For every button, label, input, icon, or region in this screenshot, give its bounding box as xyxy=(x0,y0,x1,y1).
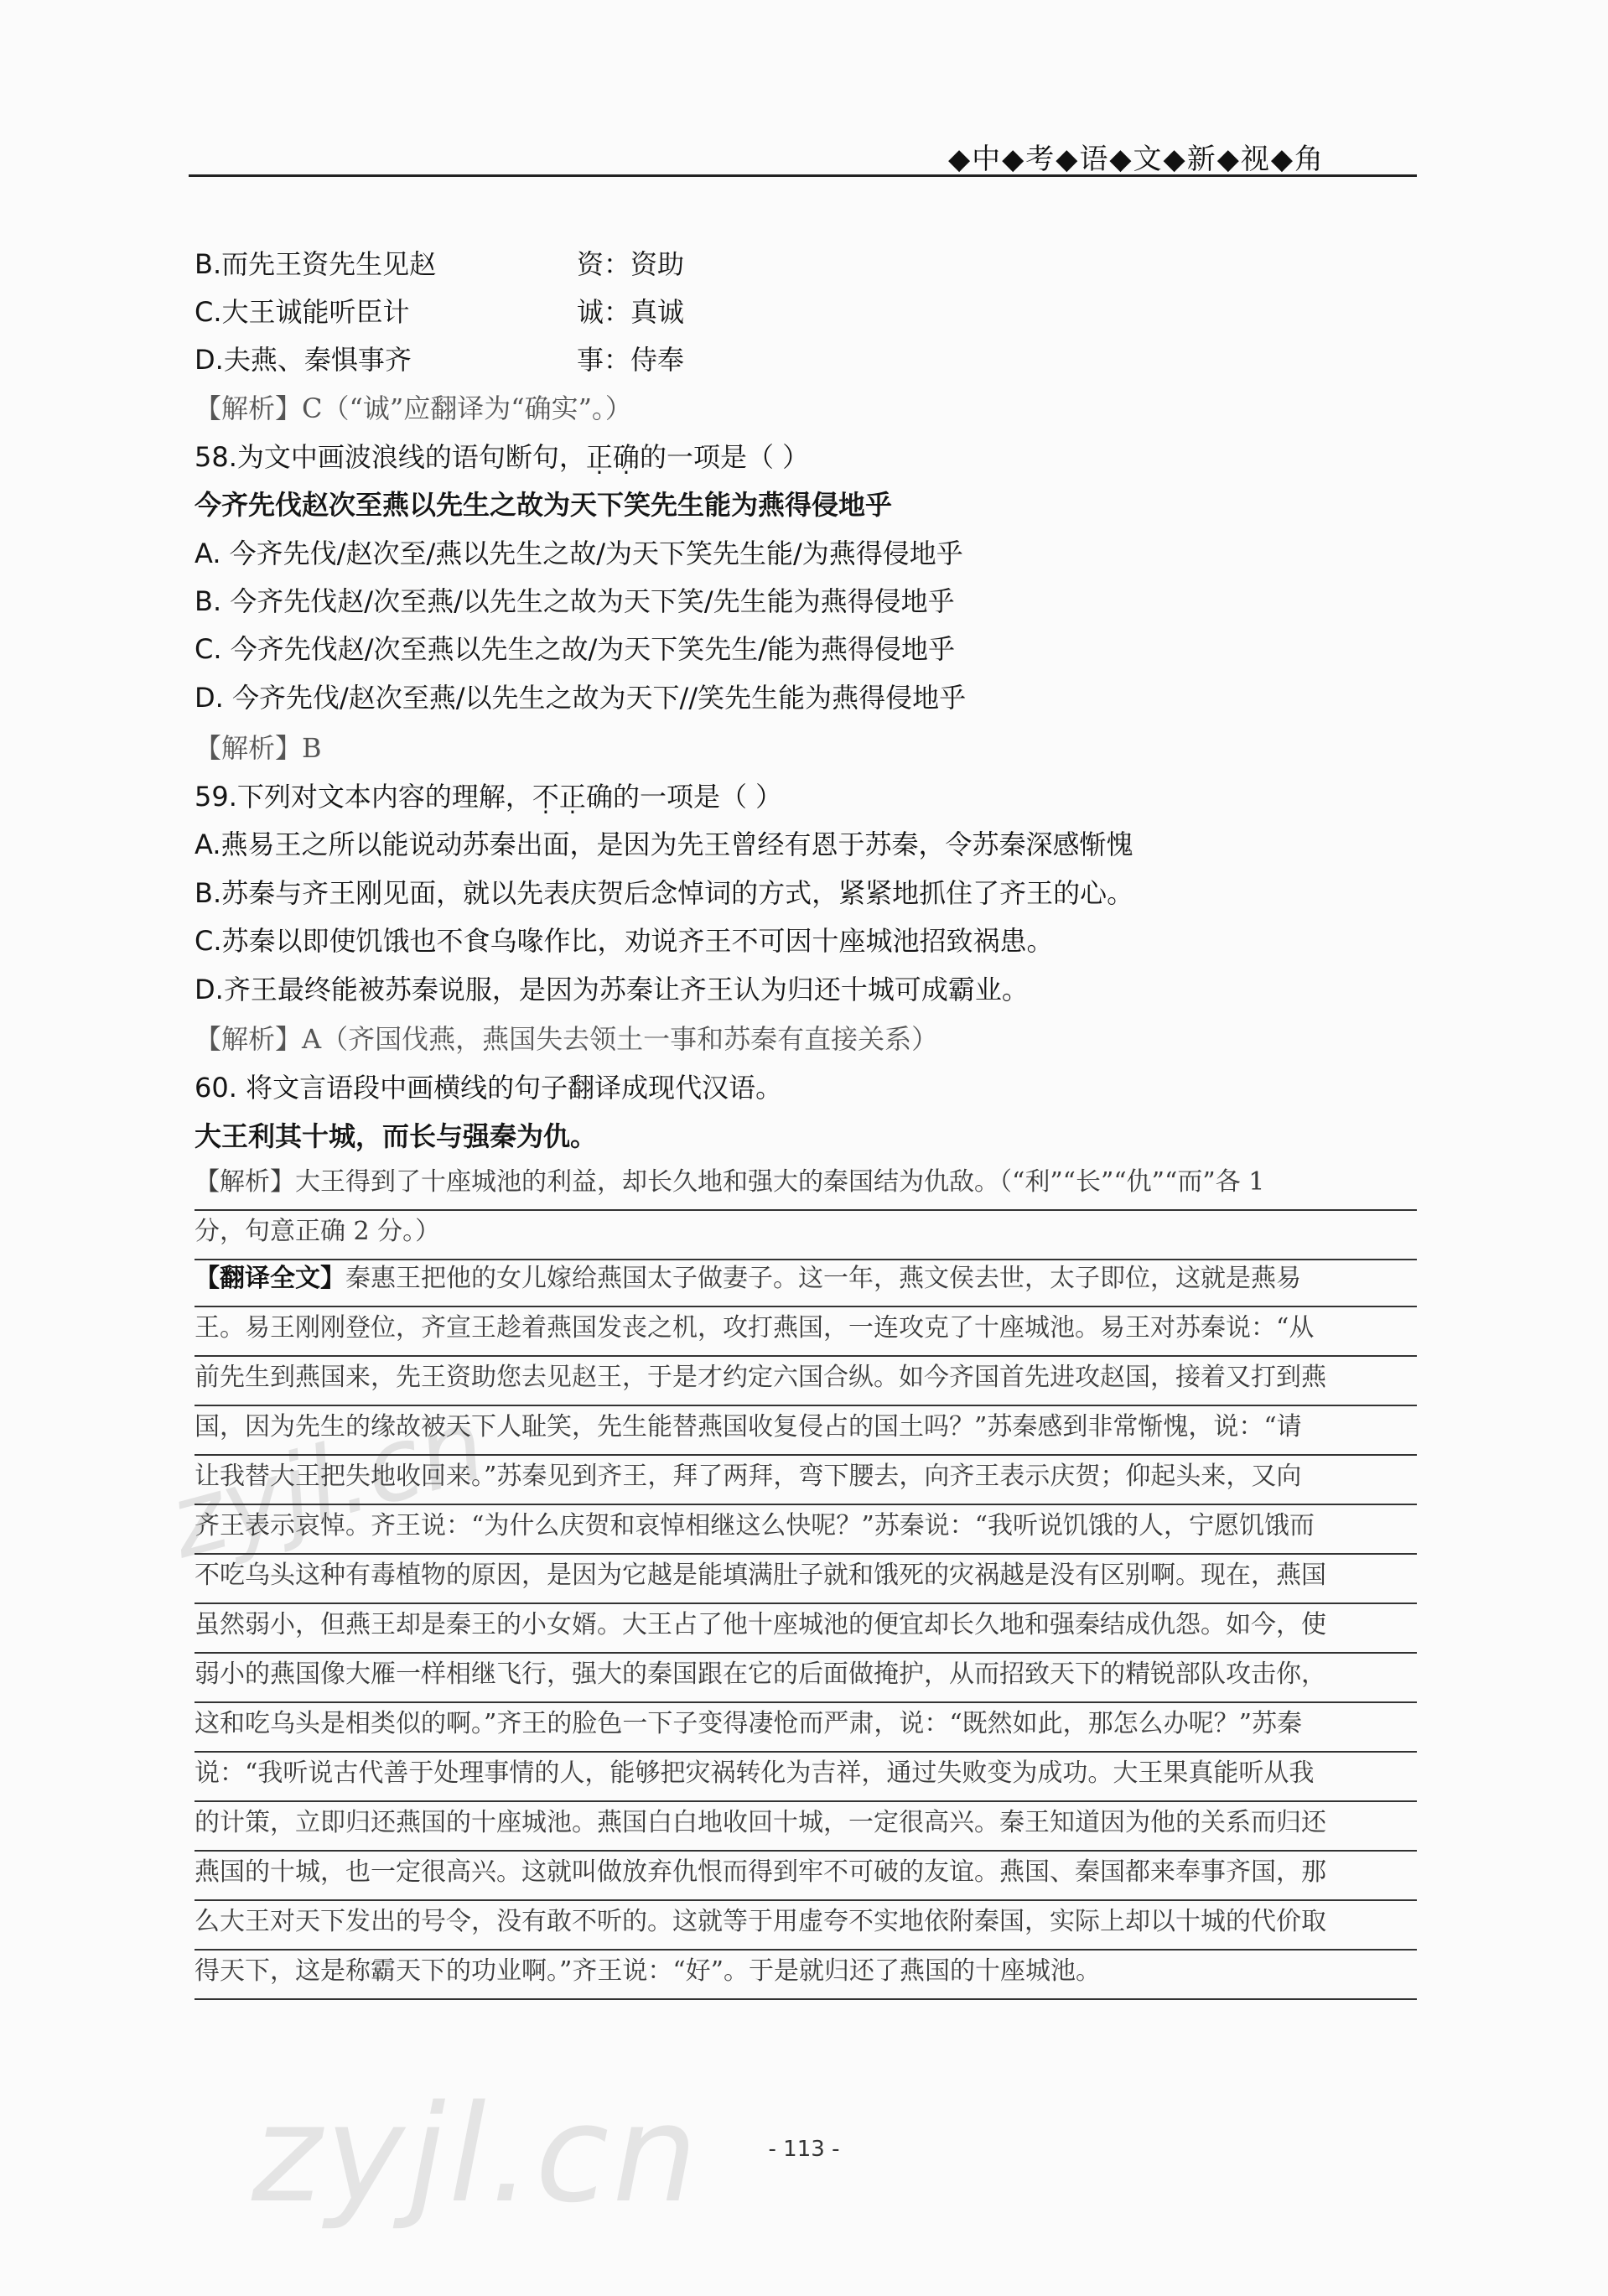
translation-line: 让我替大王把失地收回来。”苏秦见到齐王，拜了两拜，弯下腰去，向齐王表示庆贺；仰起头来，又向 xyxy=(195,1456,1417,1505)
translation-line: 这和吃乌头是相类似的啊。”齐王的脸色一下子变得凄怆而严肃，说：“既然如此，那怎么办呢？”苏秦 xyxy=(195,1703,1417,1753)
option-d-57: D.夫燕、秦惧事齐 xyxy=(195,344,412,376)
q58-sentence: 今齐先伐赵次至燕以先生之故为天下笑先生能为燕得侵地乎 xyxy=(195,489,893,521)
watermark-overlay: zyjl.cn xyxy=(158,1386,497,1582)
q58-option-d: D. 今齐先伐/赵次至燕/以先生之故为天下//笑先生能为燕得侵地乎 xyxy=(195,682,967,714)
q58-option-a: A. 今齐先伐/赵次至/燕以先生之故/为天下笑先生能/为燕得侵地乎 xyxy=(195,538,963,569)
translation-line: 么大王对天下发出的号令，没有敢不听的。这就等于用虚夸不实地依附秦国，实际上却以十城的代价取 xyxy=(195,1901,1417,1951)
translation-line: 齐王表示哀悼。齐王说：“为什么庆贺和哀悼相继这么快呢？”苏秦说：“我听说饥饿的人，宁愿饥饿而 xyxy=(195,1505,1417,1555)
question-58-stem xyxy=(195,440,809,474)
q59-option-b: B.苏秦与齐王刚见面，就以先表庆贺后念悼词的方式，紧紧地抓住了齐王的心。 xyxy=(195,877,1134,909)
option-c-57: C.大王诚能听臣计 xyxy=(195,296,410,328)
translation-line: 虽然弱小，但燕王却是秦王的小女婿。大王占了他十座城池的便宜却长久地和强秦结成仇怨。如今，使 xyxy=(195,1604,1417,1654)
q59-stem-pre: 59.下列对文本内容的理解， xyxy=(195,781,532,813)
translation-line: 说：“我听说古代善于处理事情的人，能够把灾祸转化为吉祥，通过失败变为成功。大王果真能听从我 xyxy=(195,1753,1417,1802)
translation-line: 前先生到燕国来，先王资助您去见赵王，于是才约定六国合纵。如今齐国首先进攻赵国，接着又打到燕 xyxy=(195,1357,1417,1406)
analysis-60 xyxy=(195,1161,1417,1260)
translation-line: 得天下，这是称霸天下的功业啊。”齐王说：“好”。于是就归还了燕国的十座城池。 xyxy=(195,1951,1417,2000)
gloss-d-57: 事：侍奉 xyxy=(577,344,685,376)
analysis-59: 【解析】A（齐国伐燕，燕国失去领土一事和苏秦有直接关系） xyxy=(195,1023,939,1055)
option-b-57: B.而先王资先生见赵 xyxy=(195,248,437,280)
translation-label: 【翻译全文】 xyxy=(195,1264,345,1293)
q59-option-a: A.燕易王之所以能说动苏秦出面，是因为先王曾经有恩于苏秦，令苏秦深感惭愧 xyxy=(195,829,1133,860)
q59-stem-post: 确的一项是（ ） xyxy=(585,781,783,813)
analysis-60-line: 【解析】大王得到了十座城池的利益，却长久地和强大的秦国结为仇敌。（“利”“长”“仇”“而”各 1 xyxy=(195,1161,1417,1211)
q59-option-c: C.苏秦以即使饥饿也不食乌喙作比，劝说齐王不可因十座城池招致祸患。 xyxy=(195,925,1054,957)
watermark-logo: zyjl.cn xyxy=(252,2075,701,2232)
q59-emphasis-2: 正 xyxy=(558,781,586,813)
page-header xyxy=(189,136,1417,177)
gloss-b-57: 资：资助 xyxy=(577,248,685,280)
q58-option-b: B. 今齐先伐赵/次至燕/以先生之故为天下笑/先生能为燕得侵地乎 xyxy=(195,585,955,617)
q59-option-d: D.齐王最终能被苏秦说服，是因为苏秦让齐王认为归还十城可成霸业。 xyxy=(195,974,1029,1005)
translation-line: 弱小的燕国像大雁一样相继飞行，强大的秦国跟在它的后面做掩护，从而招致天下的精锐部队攻击你， xyxy=(195,1654,1417,1703)
translation-line: 的计策，立即归还燕国的十座城池。燕国白白地收回十城，一定很高兴。秦王知道因为他的关系而归还 xyxy=(195,1802,1417,1852)
translation-line: 燕国的十城，也一定很高兴。这就叫做放弃仇恨而得到牢不可破的友谊。燕国、秦国都来奉事齐国，那 xyxy=(195,1852,1417,1901)
q58-option-c: C. 今齐先伐赵/次至燕以先生之故/为天下笑先生/能为燕得侵地乎 xyxy=(195,633,956,665)
translation-line: 不吃乌头这种有毒植物的原因，是因为它越是能填满肚子就和饿死的灾祸越是没有区别啊。现在，燕国 xyxy=(195,1555,1417,1604)
page-number: - 113 - xyxy=(768,2137,840,2162)
q58-emphasis-2: 确 xyxy=(612,441,640,473)
q60-sentence: 大王利其十城，而长与强秦为仇。 xyxy=(195,1120,598,1152)
question-59-stem xyxy=(195,780,782,813)
translation-line xyxy=(195,1258,1417,1307)
analysis-57: 【解析】C（“诚”应翻译为“确实”。） xyxy=(195,392,632,424)
translation-text: 秦惠王把他的女儿嫁给燕国太子做妻子。这一年，燕文侯去世，太子即位，这就是燕易 xyxy=(345,1264,1301,1293)
translation-line: 国，因为先生的缘故被天下人耻笑，先生能替燕国收复侵占的国土吗？”苏秦感到非常惭愧，说：“请 xyxy=(195,1406,1417,1456)
q58-stem-post: 的一项是（ ） xyxy=(639,441,810,473)
q58-emphasis-1: 正 xyxy=(585,441,613,473)
header-title: ◆中◆考◆语◆文◆新◆视◆角 xyxy=(947,143,1325,176)
analysis-58: 【解析】B xyxy=(195,732,322,764)
analysis-60-line: 分，句意正确 2 分。） xyxy=(195,1211,1417,1260)
full-translation xyxy=(195,1258,1417,2000)
gloss-c-57: 诚：真诚 xyxy=(577,296,685,328)
translation-line: 王。易王刚刚登位，齐宣王趁着燕国发丧之机，攻打燕国，一连攻克了十座城池。易王对苏秦说：“从 xyxy=(195,1307,1417,1357)
q58-stem-pre: 58.为文中画波浪线的语句断句， xyxy=(195,441,586,473)
question-60-stem: 60. 将文言语段中画横线的句子翻译成现代汉语。 xyxy=(195,1072,783,1104)
q59-emphasis-1: 不 xyxy=(532,781,559,813)
